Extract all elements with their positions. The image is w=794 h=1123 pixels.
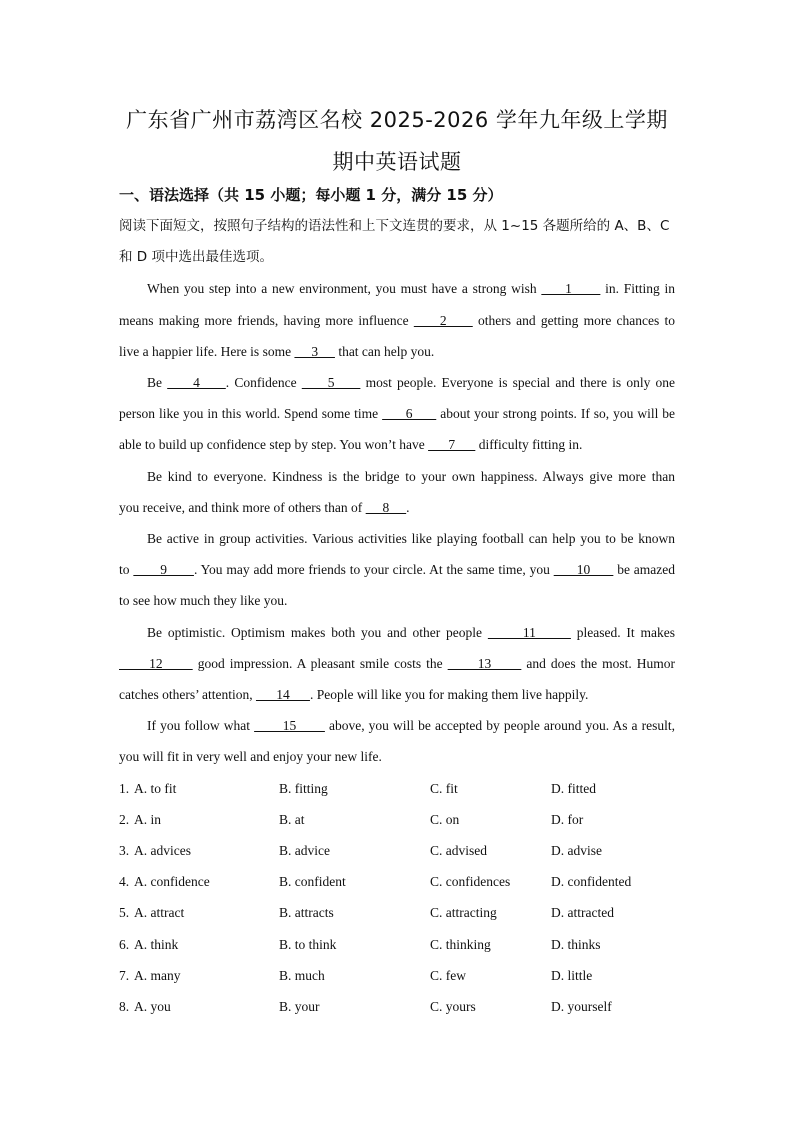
passage-text: good impression. A pleasant smile costs the — [192, 656, 448, 671]
passage-text: . Confidence — [225, 375, 302, 390]
passage-line — [119, 403, 675, 425]
question-number: 1. — [119, 781, 130, 796]
option-a: A. attract — [134, 905, 185, 920]
passage-text: Be optimistic. Optimism makes both you and other people — [147, 625, 488, 640]
passage-line — [147, 528, 675, 550]
option-d: D. advise — [551, 843, 602, 858]
passage-line — [147, 622, 675, 644]
passage-text: . — [406, 500, 410, 515]
option-c: C. yours — [430, 999, 476, 1014]
passage-text: live a happier life. Here is some — [119, 344, 295, 359]
option-a: A. many — [134, 968, 181, 983]
option-a: A. think — [134, 937, 179, 952]
blank: 2 — [413, 313, 473, 328]
option-d: D. confidented — [551, 874, 632, 889]
option-b: B. fitting — [279, 781, 328, 796]
option-d: D. little — [551, 968, 593, 983]
passage-text: When you step into a new environment, you must have a strong wish — [147, 281, 542, 296]
blank: 8 — [365, 500, 407, 515]
question-number: 2. — [119, 812, 130, 827]
passage-text: to — [119, 562, 134, 577]
passage-line — [119, 434, 675, 456]
option-a: A. in — [134, 812, 161, 827]
option-c: C. advised — [430, 843, 487, 858]
blank: 10 — [553, 562, 614, 577]
question-number: 7. — [119, 968, 130, 983]
exam-title-line-2: 期中英语试题 — [332, 150, 462, 174]
passage-line — [119, 497, 675, 519]
blank: 14 — [255, 687, 310, 702]
option-b: B. your — [279, 999, 320, 1014]
blank: 1 — [541, 281, 601, 296]
passage-text: catches others’ attention, — [119, 687, 256, 702]
passage-text: Be active in group activities. Various activities like playing football can help you to be known — [147, 531, 675, 546]
blank: 11 — [487, 625, 571, 640]
passage-text: Be kind to everyone. Kindness is the bridge to your own happiness. Always give more than — [147, 469, 675, 484]
passage-text: most people. Everyone is special and there is only one — [360, 375, 676, 390]
option-c: C. on — [430, 812, 460, 827]
option-c: C. few — [430, 968, 466, 983]
question-number: 3. — [119, 843, 130, 858]
passage-text: difficulty fitting in. — [475, 437, 583, 452]
passage-line — [119, 684, 675, 706]
passage-line — [147, 278, 675, 300]
passage-line — [119, 310, 675, 332]
option-d: D. yourself — [551, 999, 612, 1014]
option-b: B. to think — [279, 937, 337, 952]
passage-text: and does the most. Humor — [521, 656, 676, 671]
section-heading: 一、语法选择（共 15 小题；每小题 1 分，满分 15 分） — [119, 186, 503, 204]
option-b: B. confident — [279, 874, 346, 889]
blank: 7 — [428, 437, 476, 452]
option-c: C. thinking — [430, 937, 491, 952]
passage-text: able to build up confidence step by step. You won’t have — [119, 437, 429, 452]
option-b: B. advice — [279, 843, 330, 858]
blank: 3 — [294, 344, 335, 359]
passage-text: If you follow what — [147, 718, 255, 733]
option-a: A. you — [134, 999, 171, 1014]
option-b: B. much — [279, 968, 325, 983]
blank: 9 — [133, 562, 194, 577]
passage-line — [119, 590, 675, 612]
passage-text: pleased. It makes — [570, 625, 675, 640]
instruction-line-1: 阅读下面短文，按照句子结构的语法性和上下文连贯的要求，从 1~15 各题所给的 A、B、C — [119, 218, 670, 234]
option-c: C. fit — [430, 781, 458, 796]
passage-text: be amazed — [613, 562, 675, 577]
option-d: D. fitted — [551, 781, 596, 796]
passage-line — [147, 372, 675, 394]
passage-text: that can help you. — [334, 344, 435, 359]
passage-text: you receive, and think more of others than of — [119, 500, 366, 515]
blank: 4 — [167, 375, 226, 390]
passage-text: others and getting more chances to — [472, 313, 675, 328]
passage-text: above, you will be accepted by people around you. As a result, — [324, 718, 676, 733]
passage-line — [119, 341, 675, 363]
passage-line — [119, 653, 675, 675]
passage-text: . People will like you for making them live happily. — [309, 687, 589, 702]
question-number: 4. — [119, 874, 130, 889]
option-a: A. confidence — [134, 874, 210, 889]
passage-line — [147, 715, 675, 737]
passage-text: means making more friends, having more influence — [119, 313, 414, 328]
option-b: B. at — [279, 812, 305, 827]
instruction-line-2: 和 D 项中选出最佳选项。 — [119, 249, 273, 265]
option-b: B. attracts — [279, 905, 334, 920]
passage-line — [119, 746, 675, 768]
option-c: C. attracting — [430, 905, 497, 920]
passage-line — [119, 559, 675, 581]
exam-title-line-1: 广东省广州市荔湾区名校 2025-2026 学年九年级上学期 — [126, 108, 668, 132]
option-d: D. thinks — [551, 937, 601, 952]
passage-text: in. Fitting in — [600, 281, 676, 296]
option-d: D. for — [551, 812, 584, 827]
option-d: D. attracted — [551, 905, 614, 920]
blank: 13 — [447, 656, 522, 671]
passage-text: to see how much they like you. — [119, 593, 288, 608]
blank: 5 — [301, 375, 361, 390]
passage-text: . You may add more friends to your circle. At the same time, you — [193, 562, 554, 577]
question-number: 5. — [119, 905, 130, 920]
option-c: C. confidences — [430, 874, 511, 889]
passage-text: person like you in this world. Spend some time — [119, 406, 383, 421]
passage-text: you will fit in very well and enjoy your new life. — [119, 749, 382, 764]
passage-text: about your strong points. If so, you will be — [436, 406, 676, 421]
blank: 12 — [119, 656, 193, 671]
blank: 15 — [254, 718, 325, 733]
blank: 6 — [382, 406, 437, 421]
question-number: 8. — [119, 999, 130, 1014]
question-number: 6. — [119, 937, 130, 952]
passage-text: Be — [147, 375, 168, 390]
option-a: A. advices — [134, 843, 191, 858]
option-a: A. to fit — [134, 781, 177, 796]
passage-line — [147, 466, 675, 488]
